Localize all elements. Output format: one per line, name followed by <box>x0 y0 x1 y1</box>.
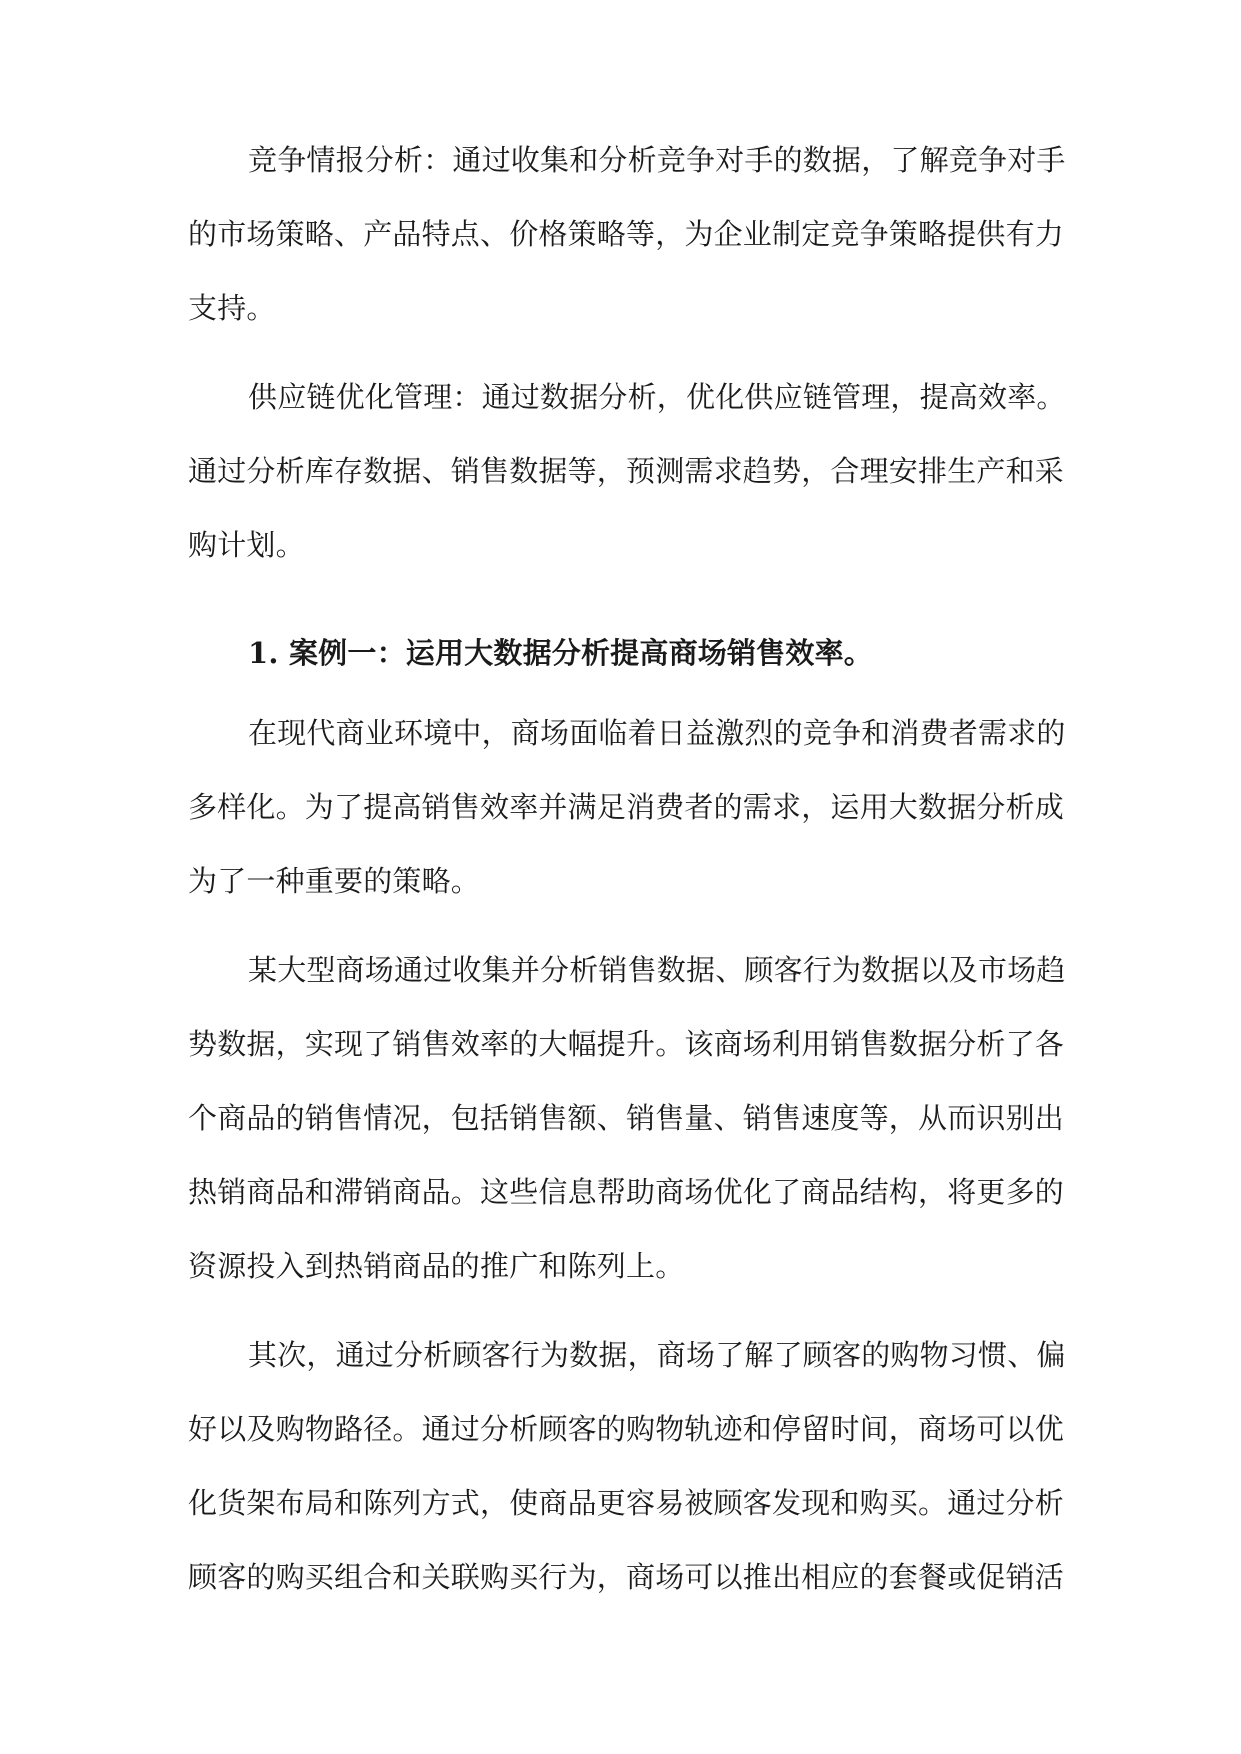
paragraph-competitive-intel-line-3: 支持。 <box>188 291 276 325</box>
paragraph-competitive-intel-line-2: 的市场策略、产品特点、价格策略等，为企业制定竞争策略提供有力 <box>188 217 1065 251</box>
section-heading-case-one: 1. 案例一：运用大数据分析提高商场销售效率。 <box>248 636 873 670</box>
paragraph-customer-behavior-line-4: 顾客的购买组合和关联购买行为，商场可以推出相应的套餐或促销活 <box>188 1560 1065 1594</box>
paragraph-mall-case-line-5: 资源投入到热销商品的推广和陈列上。 <box>188 1249 685 1283</box>
paragraph-customer-behavior-line-3: 化货架布局和陈列方式，使商品更容易被顾客发现和购买。通过分析 <box>188 1486 1065 1520</box>
paragraph-mall-case-line-4: 热销商品和滞销商品。这些信息帮助商场优化了商品结构，将更多的 <box>188 1175 1065 1209</box>
paragraph-mall-case-line-1: 某大型商场通过收集并分析销售数据、顾客行为数据以及市场趋 <box>248 953 1066 987</box>
paragraph-intro-line-2: 多样化。为了提高销售效率并满足消费者的需求，运用大数据分析成 <box>188 790 1065 824</box>
paragraph-mall-case-line-2: 势数据，实现了销售效率的大幅提升。该商场利用销售数据分析了各 <box>188 1027 1065 1061</box>
paragraph-supply-chain-line-1: 供应链优化管理：通过数据分析，优化供应链管理，提高效率。 <box>248 380 1066 414</box>
paragraph-mall-case-line-3: 个商品的销售情况，包括销售额、销售量、销售速度等，从而识别出 <box>188 1101 1065 1135</box>
paragraph-intro-line-1: 在现代商业环境中，商场面临着日益激烈的竞争和消费者需求的 <box>248 716 1066 750</box>
paragraph-supply-chain-line-3: 购计划。 <box>188 528 305 562</box>
paragraph-customer-behavior-line-1: 其次，通过分析顾客行为数据，商场了解了顾客的购物习惯、偏 <box>248 1338 1066 1372</box>
paragraph-supply-chain-line-2: 通过分析库存数据、销售数据等，预测需求趋势，合理安排生产和采 <box>188 454 1065 488</box>
paragraph-customer-behavior-line-2: 好以及购物路径。通过分析顾客的购物轨迹和停留时间，商场可以优 <box>188 1412 1065 1446</box>
paragraph-intro-line-3: 为了一种重要的策略。 <box>188 864 481 898</box>
paragraph-competitive-intel-line-1: 竞争情报分析：通过收集和分析竞争对手的数据，了解竞争对手 <box>248 143 1066 177</box>
